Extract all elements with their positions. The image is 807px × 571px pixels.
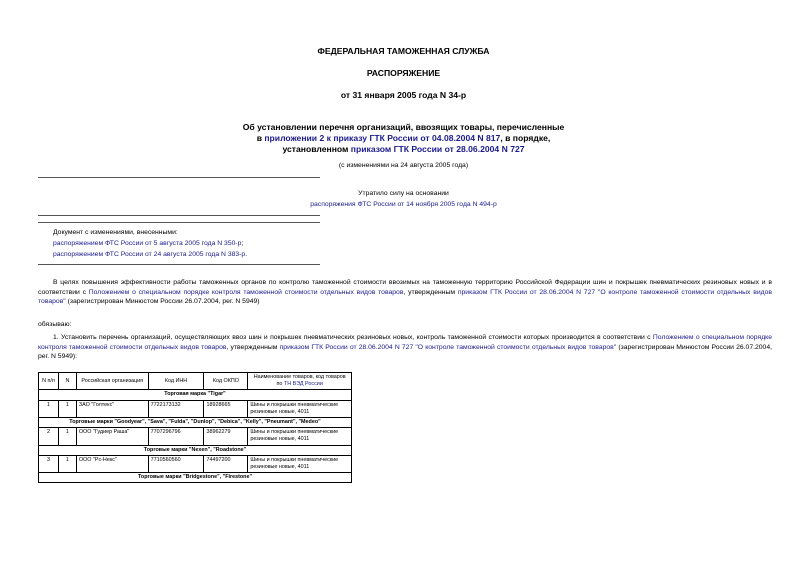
divider [38, 222, 320, 223]
para1-text-a: В целях повышения эффективности работы таможенных органов по контролю таможенной стоимости ввозимых на таможенную территорию Российской Федерации шин и покрышек пневматических резиновых новых и в соответствии с [38, 279, 772, 296]
document-type: РАСПОРЯЖЕНИЕ [366, 68, 441, 78]
table-band-row [39, 418, 352, 428]
changes-block [53, 227, 247, 260]
header-n: N [58, 373, 76, 390]
cell-n: 1 [58, 428, 76, 445]
change-2 [53, 249, 247, 260]
order-727-full-link[interactable]: приказом ГТК России от 28.06.2004 N 727 "О контроле таможенной стоимости отдельных видов товаров" [38, 288, 772, 306]
cell-inn: 7707296796 [148, 428, 204, 445]
title-line-1: Об установлении перечня организаций, ввозящих товары, перечисленные [242, 122, 565, 132]
document-date-number: от 31 января 2005 года N 34-р [340, 90, 467, 100]
para2-text-b: , утвержденным [226, 343, 280, 351]
void-note [0, 188, 807, 210]
tn-ved-link[interactable]: ТН ВЭД России [283, 381, 323, 388]
obliged-text: обязываю: [38, 321, 72, 328]
header-goods-text: Наименование товаров, код товаров по [253, 374, 346, 388]
order-817-link[interactable]: приложении 2 к приказу ГТК России от 04.08.2004 N 817 [264, 133, 501, 143]
void-order-link[interactable]: распоряжения ФТС России от 14 ноября 2005 года N 494-р [310, 201, 497, 208]
table-band-row [39, 445, 352, 455]
agency-name: ФЕДЕРАЛЬНАЯ ТАМОЖЕННАЯ СЛУЖБА [317, 46, 490, 56]
order-727-link[interactable]: приказом ГТК России от 28.06.2004 N 727 [350, 144, 525, 154]
table-row [39, 428, 352, 445]
brand-nexen-group: Торговые марки "Nexen", "Roadstone" [39, 445, 352, 455]
divider [38, 264, 320, 265]
title-line-3-prefix: установленном [282, 144, 351, 154]
header-okpo: Код ОКПО [204, 373, 248, 390]
table-band-row [39, 390, 352, 400]
table-header-row [39, 373, 352, 390]
header-inn: Код ИНН [148, 373, 204, 390]
table-row [39, 455, 352, 472]
header-goods [248, 373, 352, 390]
cell-okpo: 18928665 [204, 400, 248, 417]
change-2-sep: . [245, 251, 248, 258]
cell-okpo: 74497200 [204, 455, 248, 472]
header-np: N п/п [39, 373, 59, 390]
title-line-2-suffix: , в порядке, [500, 133, 551, 143]
brand-tigar: Торговая марка "Tigar" [39, 390, 352, 400]
cell-org: ООО "Гудиер Раша" [76, 428, 148, 445]
header-org: Российская организация [76, 373, 148, 390]
cell-org: ЗАО "Голтекс" [76, 400, 148, 417]
cell-n: 1 [58, 400, 76, 417]
table-row [39, 400, 352, 417]
divider [38, 215, 320, 216]
change-1-sep: ; [241, 240, 244, 247]
change-383-link[interactable]: распоряжением ФТС России от 24 августа 2005 года N 383-р [53, 251, 246, 258]
brand-bridgestone-group: Торговые марки "Bridgestone", "Firestone" [39, 473, 352, 483]
regulation-link[interactable]: Положением о специальном порядке контроля таможенной стоимости отдельных видов товаров [88, 288, 404, 296]
title-line-2 [0, 133, 807, 144]
document-title [0, 122, 807, 155]
title-line-3 [0, 144, 807, 155]
para1-text-c: (зарегистрирован Минюстом России 26.07.2004, рег. N 5949) [65, 298, 260, 306]
cell-goods: Шины и покрышки пневматические резиновые новые, 4011 [248, 428, 352, 445]
changes-intro: Документ с изменениями, внесенными: [53, 229, 178, 236]
void-note-text: Утратило силу на основании [358, 190, 449, 197]
cell-org: ООО "Рс-Некс" [76, 455, 148, 472]
cell-np: 1 [39, 400, 59, 417]
regulation-link-2[interactable]: Положением о специальном порядке контроля таможенной стоимости отдельных видов товаров [38, 334, 772, 351]
cell-inn: 7722173132 [148, 400, 204, 417]
cell-np: 2 [39, 428, 59, 445]
brand-goodyear-group: Торговые марки "Goodyear", "Sava", "Fulda", "Dunlop", "Debica", "Kelly", "Pneumant", "Medeo" [39, 418, 352, 428]
para2-text-c: (зарегистрирован Минюстом России 26.07.2004, рег. N 5949): [38, 343, 772, 361]
paragraph-1 [38, 333, 772, 362]
paragraph-intro [38, 278, 772, 307]
cell-okpo: 38962279 [204, 428, 248, 445]
table-band-row [39, 473, 352, 483]
para2-text-a: 1. Установить перечень организаций, осуществляющих ввоз шин и покрышек пневматических резиновых новых, контроль таможенной стоимости которых производится в соответствии с [53, 334, 653, 341]
cell-np: 3 [39, 455, 59, 472]
cell-goods: Шины и покрышки пневматические резиновые новые, 4011 [248, 455, 352, 472]
cell-goods: Шины и покрышки пневматические резиновые новые, 4011 [248, 400, 352, 417]
cell-n: 1 [58, 455, 76, 472]
amended-note: (с изменениями на 24 августа 2005 года) [338, 162, 469, 169]
divider [38, 177, 320, 178]
cell-inn: 7710560560 [148, 455, 204, 472]
title-line-2-prefix: в [256, 133, 265, 143]
organizations-table [38, 372, 352, 483]
para1-text-b: , утвержденным [403, 288, 458, 296]
order-727-full-link-2[interactable]: приказом ГТК России от 28.06.2004 N 727 "О контроле таможенной стоимости отдельных видов товаров" [279, 343, 617, 351]
change-350-link[interactable]: распоряжением ФТС России от 5 августа 2005 года N 350-р [53, 240, 242, 247]
change-1 [53, 238, 247, 249]
